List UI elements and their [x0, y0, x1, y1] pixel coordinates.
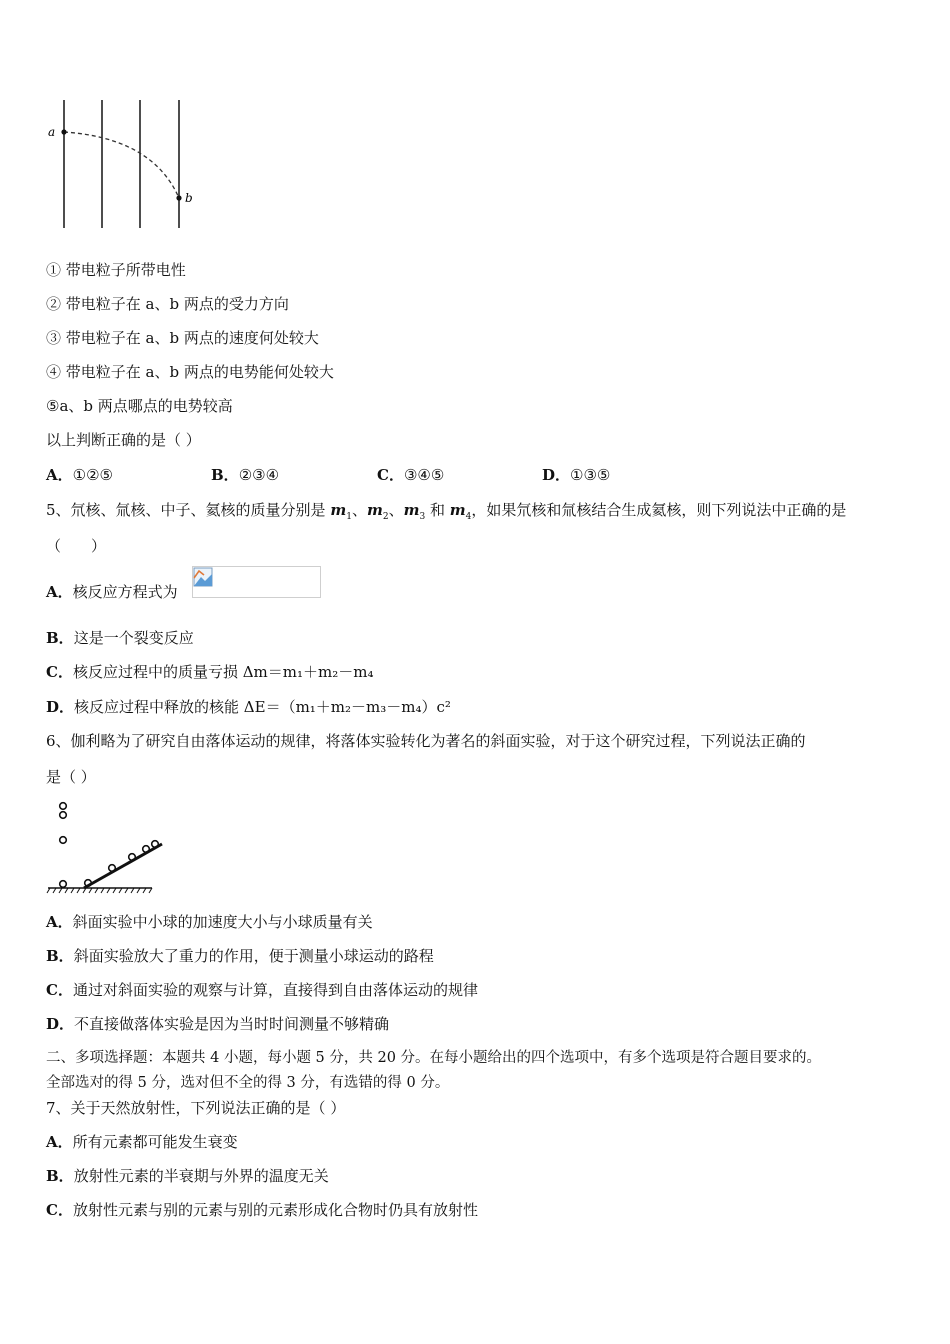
label-b: b — [185, 191, 193, 205]
option-label: D． — [46, 698, 75, 716]
section2-instructions-line2: 全部选对的得 5 分，选对但不全的得 3 分，有选错的得 0 分。 — [46, 1075, 450, 1091]
q4-option-c[interactable] — [377, 465, 444, 485]
option-label: D． — [46, 1015, 75, 1033]
q6-stem: 6、伽利略为了研究自由落体运动的规律，将落体实验转化为著名的斜面实验，对于这个研究过程，下列说法正确的 — [46, 732, 806, 750]
option-text: 放射性元素与别的元素与别的元素形成化合物时仍具有放射性 — [72, 1201, 478, 1219]
q5-option-c[interactable] — [46, 662, 374, 682]
q7-option-b[interactable] — [46, 1166, 329, 1186]
q6-stem-line2: 是（ ） — [46, 768, 96, 786]
statement-4: ④ 带电粒子在 a、b 两点的电势能何处较大 — [46, 363, 334, 381]
q7-option-a[interactable] — [46, 1132, 238, 1152]
point-a — [61, 129, 66, 134]
option-text: 这是一个裂变反应 — [73, 629, 194, 647]
and: 和 — [425, 501, 450, 519]
option-text: 核反应过程中的质量亏损 Δm＝m₁＋m₂－m₄ — [72, 663, 374, 681]
sep: 、 — [388, 501, 404, 519]
option-text: 核反应过程中释放的核能 ΔE＝（m₁＋m₂－m₃－m₄）c² — [74, 698, 451, 716]
mass-symbol: m — [366, 501, 383, 519]
mass-sub: 2 — [382, 512, 389, 522]
q7-stem: 7、关于天然放射性，下列说法正确的是（ ） — [46, 1099, 346, 1117]
mass-symbol: m — [449, 501, 466, 519]
q4-option-d[interactable] — [542, 465, 610, 485]
q4-option-b[interactable] — [211, 465, 279, 485]
trajectory-curve — [64, 132, 179, 198]
option-text: 所有元素都可能发生衰变 — [72, 1133, 238, 1151]
option-text: 斜面实验放大了重力的作用，便于测量小球运动的路程 — [73, 947, 434, 965]
option-label: B． — [46, 629, 74, 647]
mass-symbol: m — [330, 501, 347, 519]
q6-option-d[interactable] — [46, 1014, 389, 1034]
option-label: C． — [46, 1201, 73, 1219]
broken-image-icon — [193, 567, 213, 587]
rolling-ball — [109, 865, 116, 872]
q5-stem — [46, 500, 846, 527]
q5-stem-line2: （ ） — [46, 537, 107, 555]
falling-ball — [60, 881, 67, 888]
mass-sub: 4 — [465, 512, 472, 522]
option-label: C． — [46, 663, 73, 681]
q5-option-b[interactable] — [46, 628, 194, 648]
option-text: ③④⑤ — [403, 466, 445, 484]
option-label: A． — [46, 913, 73, 931]
q5-option-d[interactable] — [46, 697, 451, 717]
label-a: a — [48, 125, 56, 139]
q4-prompt: 以上判断正确的是（ ） — [46, 431, 201, 449]
q5-stem-before: 5、氘核、氚核、中子、氦核的质量分别是 — [46, 501, 331, 519]
statement-1: ① 带电粒子所带电性 — [46, 261, 186, 279]
option-label: B． — [46, 1167, 74, 1185]
point-b — [176, 195, 181, 200]
option-label: B． — [46, 947, 74, 965]
mass-sub: 3 — [419, 512, 426, 522]
q6-option-a[interactable] — [46, 912, 373, 932]
option-text: 不直接做落体实验是因为当时时间测量不够精确 — [74, 1015, 390, 1033]
field-trajectory-figure — [40, 95, 200, 235]
section2-instructions-line1: 二、多项选择题：本题共 4 小题，每小题 5 分，共 20 分。在每小题给出的四个选项中，有多个选项是符合题目要求的。 — [46, 1050, 822, 1066]
q5-stem-after: ，如果氘核和氚核结合生成氦核，则下列说法中正确的是 — [471, 501, 847, 519]
option-label: C． — [46, 981, 73, 999]
option-label: A． — [46, 583, 73, 601]
falling-ball — [60, 837, 67, 844]
q5-option-a[interactable] — [46, 582, 178, 602]
option-text: 通过对斜面实验的观察与计算，直接得到自由落体运动的规律 — [72, 981, 478, 999]
incline-plane — [84, 844, 162, 888]
falling-ball — [60, 812, 67, 819]
option-label: D． — [542, 466, 571, 484]
q6-option-b[interactable] — [46, 946, 434, 966]
option-text: ①③⑤ — [570, 466, 611, 484]
option-label: A． — [46, 1133, 73, 1151]
option-text: 斜面实验中小球的加速度大小与小球质量有关 — [72, 913, 373, 931]
option-text: ①②⑤ — [72, 466, 113, 484]
option-label: A． — [46, 466, 73, 484]
galileo-incline-figure — [44, 798, 164, 898]
statement-3: ③ 带电粒子在 a、b 两点的速度何处较大 — [46, 329, 319, 347]
sep: 、 — [351, 501, 367, 519]
mass-sub: 1 — [346, 512, 352, 522]
q4-option-a[interactable] — [46, 465, 113, 485]
equation-image-placeholder — [192, 566, 321, 598]
q7-option-c[interactable] — [46, 1200, 478, 1220]
q6-option-c[interactable] — [46, 980, 478, 1000]
option-label: B． — [211, 466, 239, 484]
option-text: 核反应方程式为 — [72, 583, 178, 601]
option-text: ②③④ — [238, 466, 280, 484]
option-label: C． — [377, 466, 404, 484]
option-text: 放射性元素的半衰期与外界的温度无关 — [73, 1167, 329, 1185]
statement-2: ② 带电粒子在 a、b 两点的受力方向 — [46, 295, 289, 313]
falling-ball — [60, 803, 67, 810]
statement-5: ⑤a、b 两点哪点的电势较高 — [46, 397, 233, 415]
mass-symbol: m — [403, 501, 420, 519]
